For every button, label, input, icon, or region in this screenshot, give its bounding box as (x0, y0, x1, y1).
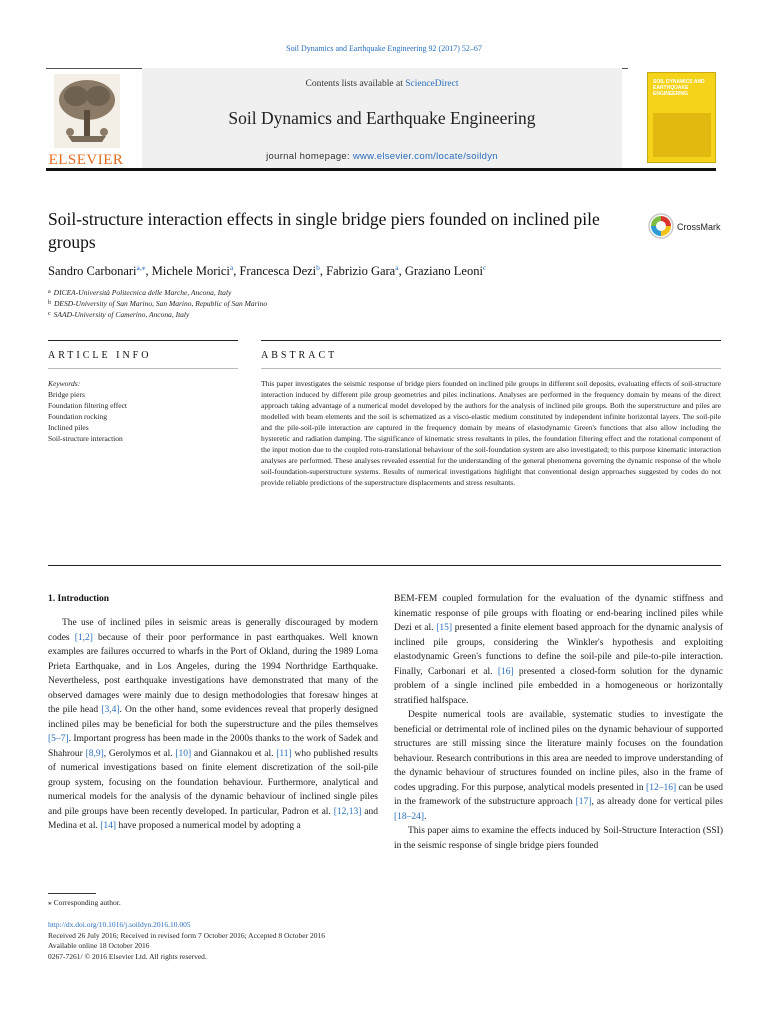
abstract-heading: ABSTRACT (261, 350, 338, 361)
author-affiliation-marker[interactable]: a (229, 263, 234, 272)
article-info-heading: ARTICLE INFO (48, 350, 152, 361)
affiliation-text: DESD-University of San Marino, San Marino, Republic of San Marino (54, 299, 268, 308)
cover-title: SOIL DYNAMICS AND EARTHQUAKE ENGINEERING (653, 79, 705, 97)
author-separator: , (145, 264, 152, 278)
body-text: , Gerolymos et al. (103, 748, 176, 759)
body-paragraph (394, 592, 723, 708)
keyword-item: Soil-structure interaction (48, 434, 123, 443)
citation-link[interactable]: [12,13] (333, 806, 362, 817)
citation-link[interactable]: [10] (175, 748, 192, 759)
abstract-subrule (261, 368, 721, 369)
body-text: can be used in the framework of the substructure approach (394, 782, 723, 807)
abstract-text: This paper investigates the seismic response of bridge piers founded on inclined pile groups in different soil deposits, evaluating effects of soil-structure interaction induced by different pile group geometries and piles inclinations. Analyses are performed in the frequency domain by means of the direct approach taking advantage of a numerical model developed by the authors for the analysis of inclined pile groups. Both the superstructure and piles are modelled with beam elements and the soil is schematized as a visco-elastic medium constituted by independent infinite horizontal layers. The soil-pile and the pile-soil-pile interaction are captured in the frequency domain by means of elastodynamic Green's functions that also allow including the hysteretic and radiation damping. The significance of kinematic stress resultants in piles, the foundation filtering effect and the rotational component of the input motion due to the coupled roto-translational behaviour of the soil-foundation system are also investigated; to this purpose kinematic interaction analyses are performed. These analyses revealed essential for the understanding of the general phenomena governing the dynamic response of the whole soil-foundation-superstructure systems. Results of numerical investigations highlight that conventional design approaches suggested by codes do not provide reliable predictions of the superstructure displacements and stress resultants. (261, 379, 721, 487)
corresponding-author-note: ⁎ Corresponding author. (48, 898, 121, 907)
copyright-line: 0267-7261/ © 2016 Elsevier Ltd. All rights reserved. (48, 951, 207, 961)
affiliation-marker: a (48, 289, 51, 295)
body-text: BEM-FEM coupled formulation for the evaluation of the dynamic stiffness and kinematic response of pile groups with floating or end-bearing inclined piles while Dezi et al. (394, 594, 723, 633)
abstract-bottom-rule (48, 565, 721, 566)
body-text: presented a closed-form solution for the dynamic problem of a single inclined pile embedded in a homogeneous or horizontally stratified halfspace. (394, 666, 724, 706)
citation-link[interactable]: [3,4] (101, 705, 120, 715)
affiliation-list (48, 287, 548, 320)
masthead-bottom-rule (46, 168, 716, 171)
footnote-rule (48, 893, 96, 894)
affiliation-text: DICEA-Università Politecnica delle Marche, Ancona, Italy (53, 288, 232, 297)
keyword-item: Foundation rocking (48, 412, 107, 421)
author-name[interactable]: Francesca Dezi (239, 264, 317, 278)
masthead (46, 68, 716, 172)
section-heading-introduction: 1. Introduction (48, 594, 110, 604)
citation-link[interactable]: [18–24] (394, 811, 425, 822)
journal-title: Soil Dynamics and Earthquake Engineering (228, 108, 536, 128)
journal-cover-thumbnail[interactable] (647, 72, 716, 163)
body-text: Despite numerical tools are available, systematic studies to investigate the beneficial or detrimental role of inclined piles on the dynamic behaviour of supported structures are still missing since the literature mainly focuses on the foundation behaviour. Research contributions in this area are needed to improve understanding of the dynamic behaviour of structures founded on incline piles, also in the frame of codes upgrading. For this purpose, analytical models presented in (394, 710, 723, 793)
author-affiliation-marker[interactable]: a (395, 263, 399, 272)
body-text: and Medina et al. (48, 806, 378, 831)
body-text: and Giannakou et al. (191, 748, 277, 759)
citation-link[interactable]: [8,9] (85, 748, 104, 759)
masthead-banner (142, 68, 622, 168)
keywords-label: Keywords: (48, 379, 81, 388)
body-text: because of their poor performance in past earthquakes. Well known examples are failures occurred to wharfs in the Port of Okland, during the 1989 Loma Prieta Earthquake, and in Los Angeles, during the 1994 Northridge Earthquake. Nevertheless, post earthquake investigations have demonstrated that many of the observed damages were mainly due to design methodologies that foresaw hinges at the pile head (48, 632, 378, 715)
homepage-label: journal homepage: (266, 151, 353, 162)
keyword-item: Bridge piers (48, 390, 85, 399)
author-affiliation-marker[interactable]: c (482, 263, 487, 272)
author-name[interactable]: Graziano Leoni (404, 264, 483, 278)
crossmark-icon (648, 213, 674, 239)
body-text: This paper aims to examine the effects induced by Soil-Structure Interaction (SSI) in the seismic response of single bridge piers founded (394, 826, 723, 851)
citation-link[interactable]: [12–16] (646, 782, 677, 793)
received-dates: Received 26 July 2016; Received in revised form 7 October 2016; Accepted 8 October 2016 (48, 930, 326, 940)
elsevier-tree-icon (54, 74, 120, 148)
author-list (48, 263, 728, 279)
author-name[interactable]: Fabrizio Gara (326, 264, 396, 278)
cover-image (653, 113, 711, 157)
affiliation-marker: c (48, 311, 51, 317)
article-info-rule (48, 340, 238, 341)
author-separator: , (319, 264, 327, 278)
homepage-line (142, 151, 622, 162)
affiliation-marker: b (48, 300, 51, 306)
citation-link[interactable]: [17] (575, 797, 592, 807)
body-paragraph (48, 616, 378, 834)
body-text: The use of inclined piles in seismic areas is generally discouraged by modern codes (48, 618, 378, 643)
citation-link[interactable]: [11] (276, 748, 292, 759)
author-affiliation-marker[interactable]: b (316, 263, 320, 272)
citation-link[interactable]: [14] (100, 821, 117, 831)
author-separator: , (233, 264, 240, 278)
body-text: . (424, 811, 427, 822)
elsevier-logo[interactable] (46, 74, 126, 168)
body-column-right (394, 592, 723, 853)
body-paragraph (394, 824, 723, 853)
doi-link[interactable]: http://dx.doi.org/10.1016/j.soildyn.2016.10.005 (48, 920, 191, 929)
homepage-link[interactable]: www.elsevier.com/locate/soildyn (352, 151, 498, 162)
author-separator: , (398, 264, 405, 278)
citation-link[interactable]: [15] (436, 623, 453, 633)
affiliation-text: SAAD-University of Camerino, Ancona, Italy (53, 310, 190, 319)
body-text: , as already done for vertical piles (591, 797, 723, 807)
affiliation-item (48, 298, 548, 309)
affiliation-item (48, 287, 548, 298)
publication-info (48, 920, 448, 962)
body-text: . Important progress has been made in the 2000s thanks to the work of Sadek and Shahrour (48, 734, 378, 759)
body-text: . On the other hand, some evidences reveal that properly designed inclined piles may be beneficial for both the superstructure and the piles themselves (48, 705, 378, 730)
online-date: Available online 18 October 2016 (48, 941, 150, 950)
contents-prefix: Contents lists available at (305, 79, 406, 89)
body-text: presented a finite element based approach for the dynamic analysis of inclined pile groups, considering the Winkler's hypothesis and exploiting elastodynamic Green's functions to define the soil-pile and pile-to-pile interaction. Finally, Carbonari et al. (394, 623, 723, 677)
body-text: who published results of numerical investigations based on finite element discretization of the soil-pile group system, focusing on the foundation behaviour. Furthermore, analytical and numerical models for the analysis of the dynamic behaviour of inclined single piles and pile groups have been recently developed. In particular, Padron et al. (48, 748, 379, 817)
author-name[interactable]: Sandro Carbonari (48, 264, 137, 278)
abstract-rule (261, 340, 721, 341)
keywords-block (48, 378, 238, 444)
author-affiliation-marker[interactable]: a,⁎ (136, 263, 146, 272)
article-title: Soil-structure interaction effects in single bridge piers founded on inclined pile groups (48, 209, 600, 252)
author-name[interactable]: Michele Morici (151, 264, 230, 278)
sciencedirect-link[interactable]: ScienceDirect (405, 79, 459, 89)
running-head[interactable]: Soil Dynamics and Earthquake Engineering 92 (2017) 52–67 (286, 44, 482, 53)
body-paragraph (394, 708, 723, 824)
crossmark-badge[interactable] (648, 213, 728, 241)
affiliation-item (48, 309, 548, 320)
body-column-left (48, 616, 378, 834)
citation-link[interactable]: [1,2] (74, 632, 93, 643)
keyword-item: Foundation filtering effect (48, 401, 128, 410)
citation-link[interactable]: [16] (497, 666, 514, 677)
crossmark-label: CrossMark (677, 222, 721, 232)
citation-link[interactable]: [5–7] (48, 734, 69, 744)
keyword-item: Inclined piles (48, 423, 89, 432)
body-text: have proposed a numerical model by adopting a (116, 821, 301, 831)
contents-line (142, 79, 622, 89)
elsevier-wordmark: ELSEVIER (48, 152, 124, 168)
article-info-subrule (48, 368, 238, 369)
